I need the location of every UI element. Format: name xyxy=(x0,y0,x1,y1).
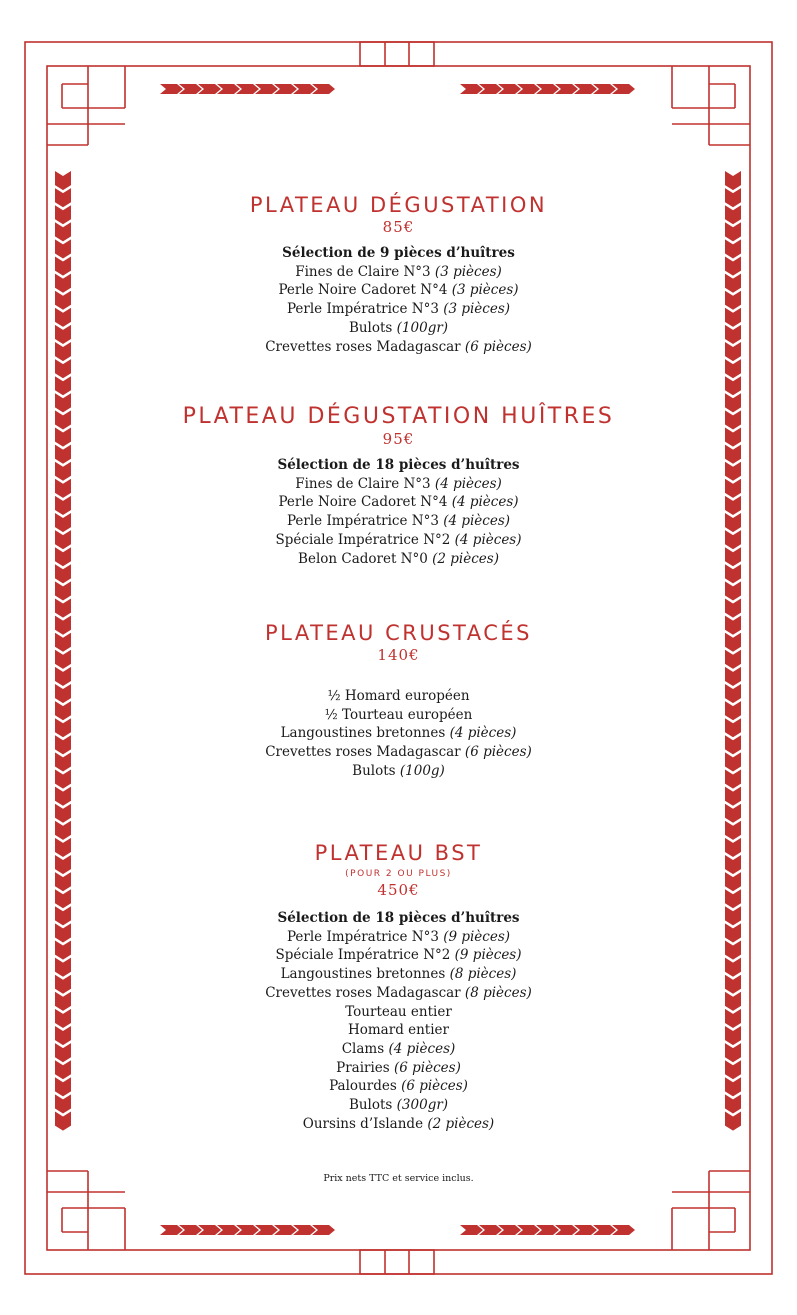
chevron-band-left xyxy=(55,291,71,310)
item-quantity: (3 pièces) xyxy=(434,263,502,280)
item-list xyxy=(110,909,687,1133)
list-item xyxy=(110,338,687,357)
chevron-band-right xyxy=(725,393,741,412)
chevron-band-right xyxy=(725,239,741,258)
section-price: 95€ xyxy=(382,430,415,448)
list-item xyxy=(110,475,687,494)
item-quantity: (4 pièces) xyxy=(434,475,502,492)
item-name: Perle Noire Cadoret N°4 xyxy=(278,494,452,511)
chevron-band-left xyxy=(55,1009,71,1028)
chevron-band-right xyxy=(725,838,741,857)
chevron-band-bottom-left xyxy=(160,1225,183,1235)
chevron-band-left xyxy=(55,821,71,840)
item-quantity: (6 pièces) xyxy=(394,1059,461,1076)
chevron-band-bottom-right xyxy=(460,1225,483,1235)
item-name: Crevettes roses Madagascar xyxy=(265,338,465,355)
chevron-band-left xyxy=(55,992,71,1011)
list-item xyxy=(110,984,687,1003)
chevron-band-left xyxy=(55,975,71,994)
chevron-band-left xyxy=(55,342,71,361)
list-item xyxy=(110,493,687,512)
list-item xyxy=(110,687,687,706)
item-quantity: (8 pièces) xyxy=(449,966,517,983)
chevron-band-left xyxy=(55,735,71,754)
chevron-band-left xyxy=(55,804,71,823)
chevron-band-left xyxy=(55,1043,71,1062)
chevron-band-left xyxy=(55,462,71,481)
chevron-band-right xyxy=(725,171,741,190)
chevron-band-right xyxy=(725,855,741,874)
chevron-band-left xyxy=(55,906,71,925)
chevron-band-right xyxy=(725,752,741,771)
menu-section xyxy=(110,620,687,781)
item-quantity: (100gr) xyxy=(396,319,449,336)
chevron-band-left xyxy=(55,393,71,412)
item-name: Clams xyxy=(341,1040,389,1057)
chevron-band-right xyxy=(725,496,741,515)
chevron-band-right xyxy=(725,188,741,207)
list-item xyxy=(110,965,687,984)
chevron-band-right xyxy=(725,872,741,891)
item-name: Perle Impératrice N°3 xyxy=(286,513,444,530)
chevron-band-left xyxy=(55,1112,71,1131)
chevron-band-left xyxy=(55,599,71,618)
list-item xyxy=(110,743,687,762)
chevron-band-left xyxy=(55,513,71,532)
item-name: Fines de Claire N°3 xyxy=(295,475,435,492)
chevron-band-left xyxy=(55,838,71,857)
chevron-band-left xyxy=(55,1094,71,1113)
chevron-band-right xyxy=(725,342,741,361)
chevron-band-right xyxy=(725,599,741,618)
chevron-band-left xyxy=(55,359,71,378)
item-name: Perle Impératrice N°3 xyxy=(286,928,444,945)
chevron-band-right xyxy=(725,257,741,276)
chevron-band-right xyxy=(725,1112,741,1131)
chevron-band-left xyxy=(55,616,71,635)
item-name: Oursins d’Islande xyxy=(302,1115,428,1132)
item-quantity: (2 pièces) xyxy=(432,550,499,567)
list-item xyxy=(110,706,687,725)
item-quantity: (6 pièces) xyxy=(464,338,532,355)
item-name: Fines de Claire N°3 xyxy=(295,263,435,280)
section-title: PLATEAU CRUSTACÉS xyxy=(265,621,532,645)
item-name: Perle Impératrice N°3 xyxy=(286,301,444,318)
item-name: Langoustines bretonnes xyxy=(280,966,450,983)
chevron-band-right xyxy=(725,462,741,481)
chevron-band-left xyxy=(55,855,71,874)
list-item xyxy=(110,263,687,282)
chevron-band-right xyxy=(725,633,741,652)
list-item xyxy=(110,550,687,569)
item-name: Spéciale Impératrice N°2 xyxy=(275,947,455,964)
list-item xyxy=(110,1077,687,1096)
chevron-band-right xyxy=(725,992,741,1011)
chevron-band-left xyxy=(55,770,71,789)
list-item xyxy=(110,928,687,947)
item-quantity: (2 pièces) xyxy=(427,1115,495,1132)
item-quantity: (3 pièces) xyxy=(443,301,511,318)
item-quantity: (4 pièces) xyxy=(454,531,522,548)
chevron-band-right xyxy=(725,616,741,635)
section-title: PLATEAU DÉGUSTATION xyxy=(249,193,548,217)
chevron-band-right xyxy=(725,581,741,600)
chevron-band-right xyxy=(725,410,741,429)
chevron-band-right xyxy=(725,547,741,566)
chevron-band-right xyxy=(725,684,741,703)
list-item xyxy=(110,724,687,743)
item-quantity: (6 pièces) xyxy=(401,1078,468,1095)
chevron-band-left xyxy=(55,479,71,498)
chevron-band-right xyxy=(725,1077,741,1096)
item-quantity: (9 pièces) xyxy=(443,928,511,945)
chevron-band-left xyxy=(55,445,71,464)
list-item xyxy=(110,946,687,965)
chevron-band-left xyxy=(55,787,71,806)
chevron-band-right xyxy=(725,205,741,224)
item-list xyxy=(110,456,687,568)
chevron-band-left xyxy=(55,941,71,960)
chevron-band-right xyxy=(725,308,741,327)
chevron-band-right xyxy=(725,650,741,669)
chevron-band-left xyxy=(55,701,71,720)
item-name: Belon Cadoret N°0 xyxy=(298,550,433,567)
chevron-band-left xyxy=(55,1077,71,1096)
item-quantity: (4 pièces) xyxy=(443,513,511,530)
list-item xyxy=(110,762,687,781)
chevron-band-right xyxy=(725,1026,741,1045)
chevron-band-right xyxy=(725,718,741,737)
item-name: Tourteau entier xyxy=(345,1003,452,1020)
footnote: Prix nets TTC et service inclus. xyxy=(323,1173,474,1184)
chevron-band-left xyxy=(55,718,71,737)
list-item xyxy=(110,281,687,300)
chevron-band-right xyxy=(725,804,741,823)
chevron-band-left xyxy=(55,496,71,515)
chevron-band-left xyxy=(55,222,71,241)
item-name: Crevettes roses Madagascar xyxy=(265,984,465,1001)
chevron-band-left xyxy=(55,547,71,566)
chevron-band-top-right xyxy=(460,84,483,94)
list-item xyxy=(110,300,687,319)
chevron-band-left xyxy=(55,1060,71,1079)
chevron-band-right xyxy=(725,359,741,378)
chevron-band-left xyxy=(55,428,71,447)
chevron-band-top-left xyxy=(160,84,183,94)
item-quantity: (100g) xyxy=(399,762,445,779)
chevron-band-right xyxy=(725,376,741,395)
chevron-band-left xyxy=(55,530,71,549)
chevron-band-left xyxy=(55,633,71,652)
chevron-band-right xyxy=(725,513,741,532)
chevron-band-right xyxy=(725,821,741,840)
chevron-band-left xyxy=(55,257,71,276)
section-title: PLATEAU DÉGUSTATION HUÎTRES xyxy=(182,404,615,429)
chevron-band-right xyxy=(725,923,741,942)
chevron-band-right xyxy=(725,291,741,310)
item-quantity: (4 pièces) xyxy=(388,1040,456,1057)
item-name: Sélection de 9 pièces d’huîtres xyxy=(282,245,515,261)
chevron-band-left xyxy=(55,923,71,942)
item-name: Homard entier xyxy=(347,1022,449,1039)
section-title: PLATEAU BST xyxy=(314,841,483,865)
section-price: 85€ xyxy=(382,218,415,236)
chevron-band-left xyxy=(55,684,71,703)
item-quantity: (8 pièces) xyxy=(464,984,532,1001)
chevron-band-right xyxy=(725,770,741,789)
item-name: Bulots xyxy=(348,1097,397,1114)
list-item xyxy=(110,909,687,928)
item-quantity: (4 pièces) xyxy=(449,725,517,742)
chevron-band-left xyxy=(55,564,71,583)
chevron-band-right xyxy=(725,667,741,686)
item-name: ½ Homard européen xyxy=(327,688,470,704)
chevron-band-left xyxy=(55,188,71,207)
chevron-band-left xyxy=(55,376,71,395)
chevron-band-left xyxy=(55,581,71,600)
item-name: Bulots xyxy=(352,762,400,779)
chevron-band-left xyxy=(55,1026,71,1045)
chevron-band-right xyxy=(725,889,741,908)
list-item xyxy=(110,1003,687,1022)
chevron-band-left xyxy=(55,889,71,908)
chevron-band-right xyxy=(725,735,741,754)
chevron-band-right xyxy=(725,941,741,960)
chevron-band-left xyxy=(55,308,71,327)
item-name: Langoustines bretonnes xyxy=(280,725,450,742)
chevron-band-right xyxy=(725,958,741,977)
menu-section xyxy=(110,840,687,1133)
chevron-band-right xyxy=(725,1094,741,1113)
chevron-band-left xyxy=(55,171,71,190)
chevron-band-right xyxy=(725,274,741,293)
item-name: Spéciale Impératrice N°2 xyxy=(275,531,455,548)
list-item xyxy=(110,531,687,550)
chevron-band-right xyxy=(725,428,741,447)
chevron-band-right xyxy=(725,325,741,344)
chevron-band-right xyxy=(725,1009,741,1028)
menu-section xyxy=(110,192,687,356)
chevron-band-right xyxy=(725,530,741,549)
chevron-band-left xyxy=(55,958,71,977)
item-list xyxy=(110,687,687,781)
menu-section xyxy=(110,404,687,568)
chevron-band-right xyxy=(725,445,741,464)
chevron-band-right xyxy=(725,1043,741,1062)
chevron-band-left xyxy=(55,274,71,293)
list-item xyxy=(110,1115,687,1134)
chevron-band-left xyxy=(55,752,71,771)
chevron-band-right xyxy=(725,906,741,925)
section-note: (POUR 2 OU PLUS) xyxy=(345,869,452,879)
chevron-band-left xyxy=(55,325,71,344)
chevron-band-right xyxy=(725,479,741,498)
item-name: ½ Tourteau européen xyxy=(324,706,473,723)
list-item xyxy=(110,1096,687,1115)
list-item xyxy=(110,319,687,338)
list-item xyxy=(110,456,687,475)
item-quantity: (3 pièces) xyxy=(451,282,519,299)
chevron-band-left xyxy=(55,205,71,224)
item-name: Palourdes xyxy=(329,1078,402,1095)
chevron-band-right xyxy=(725,701,741,720)
section-price: 140€ xyxy=(377,646,420,664)
list-item xyxy=(110,1021,687,1040)
list-item xyxy=(110,1059,687,1078)
item-name: Sélection de 18 pièces d’huîtres xyxy=(277,457,520,473)
item-name: Crevettes roses Madagascar xyxy=(265,744,465,761)
item-quantity: (300gr) xyxy=(396,1097,449,1114)
item-quantity: (6 pièces) xyxy=(464,744,532,761)
chevron-band-left xyxy=(55,650,71,669)
item-quantity: (4 pièces) xyxy=(451,494,519,511)
chevron-band-right xyxy=(725,1060,741,1079)
chevron-band-left xyxy=(55,667,71,686)
item-name: Bulots xyxy=(348,319,397,336)
item-name: Perle Noire Cadoret N°4 xyxy=(278,282,452,299)
list-item xyxy=(110,512,687,531)
chevron-band-right xyxy=(725,975,741,994)
section-price: 450€ xyxy=(377,881,420,899)
chevron-band-right xyxy=(725,564,741,583)
item-name: Sélection de 18 pièces d’huîtres xyxy=(277,910,520,926)
chevron-band-right xyxy=(725,222,741,241)
chevron-band-left xyxy=(55,872,71,891)
chevron-band-right xyxy=(725,787,741,806)
list-item xyxy=(110,244,687,263)
item-list xyxy=(110,244,687,356)
chevron-band-left xyxy=(55,410,71,429)
item-quantity: (9 pièces) xyxy=(454,947,522,964)
item-name: Prairies xyxy=(336,1059,395,1076)
chevron-band-left xyxy=(55,239,71,258)
list-item xyxy=(110,1040,687,1059)
